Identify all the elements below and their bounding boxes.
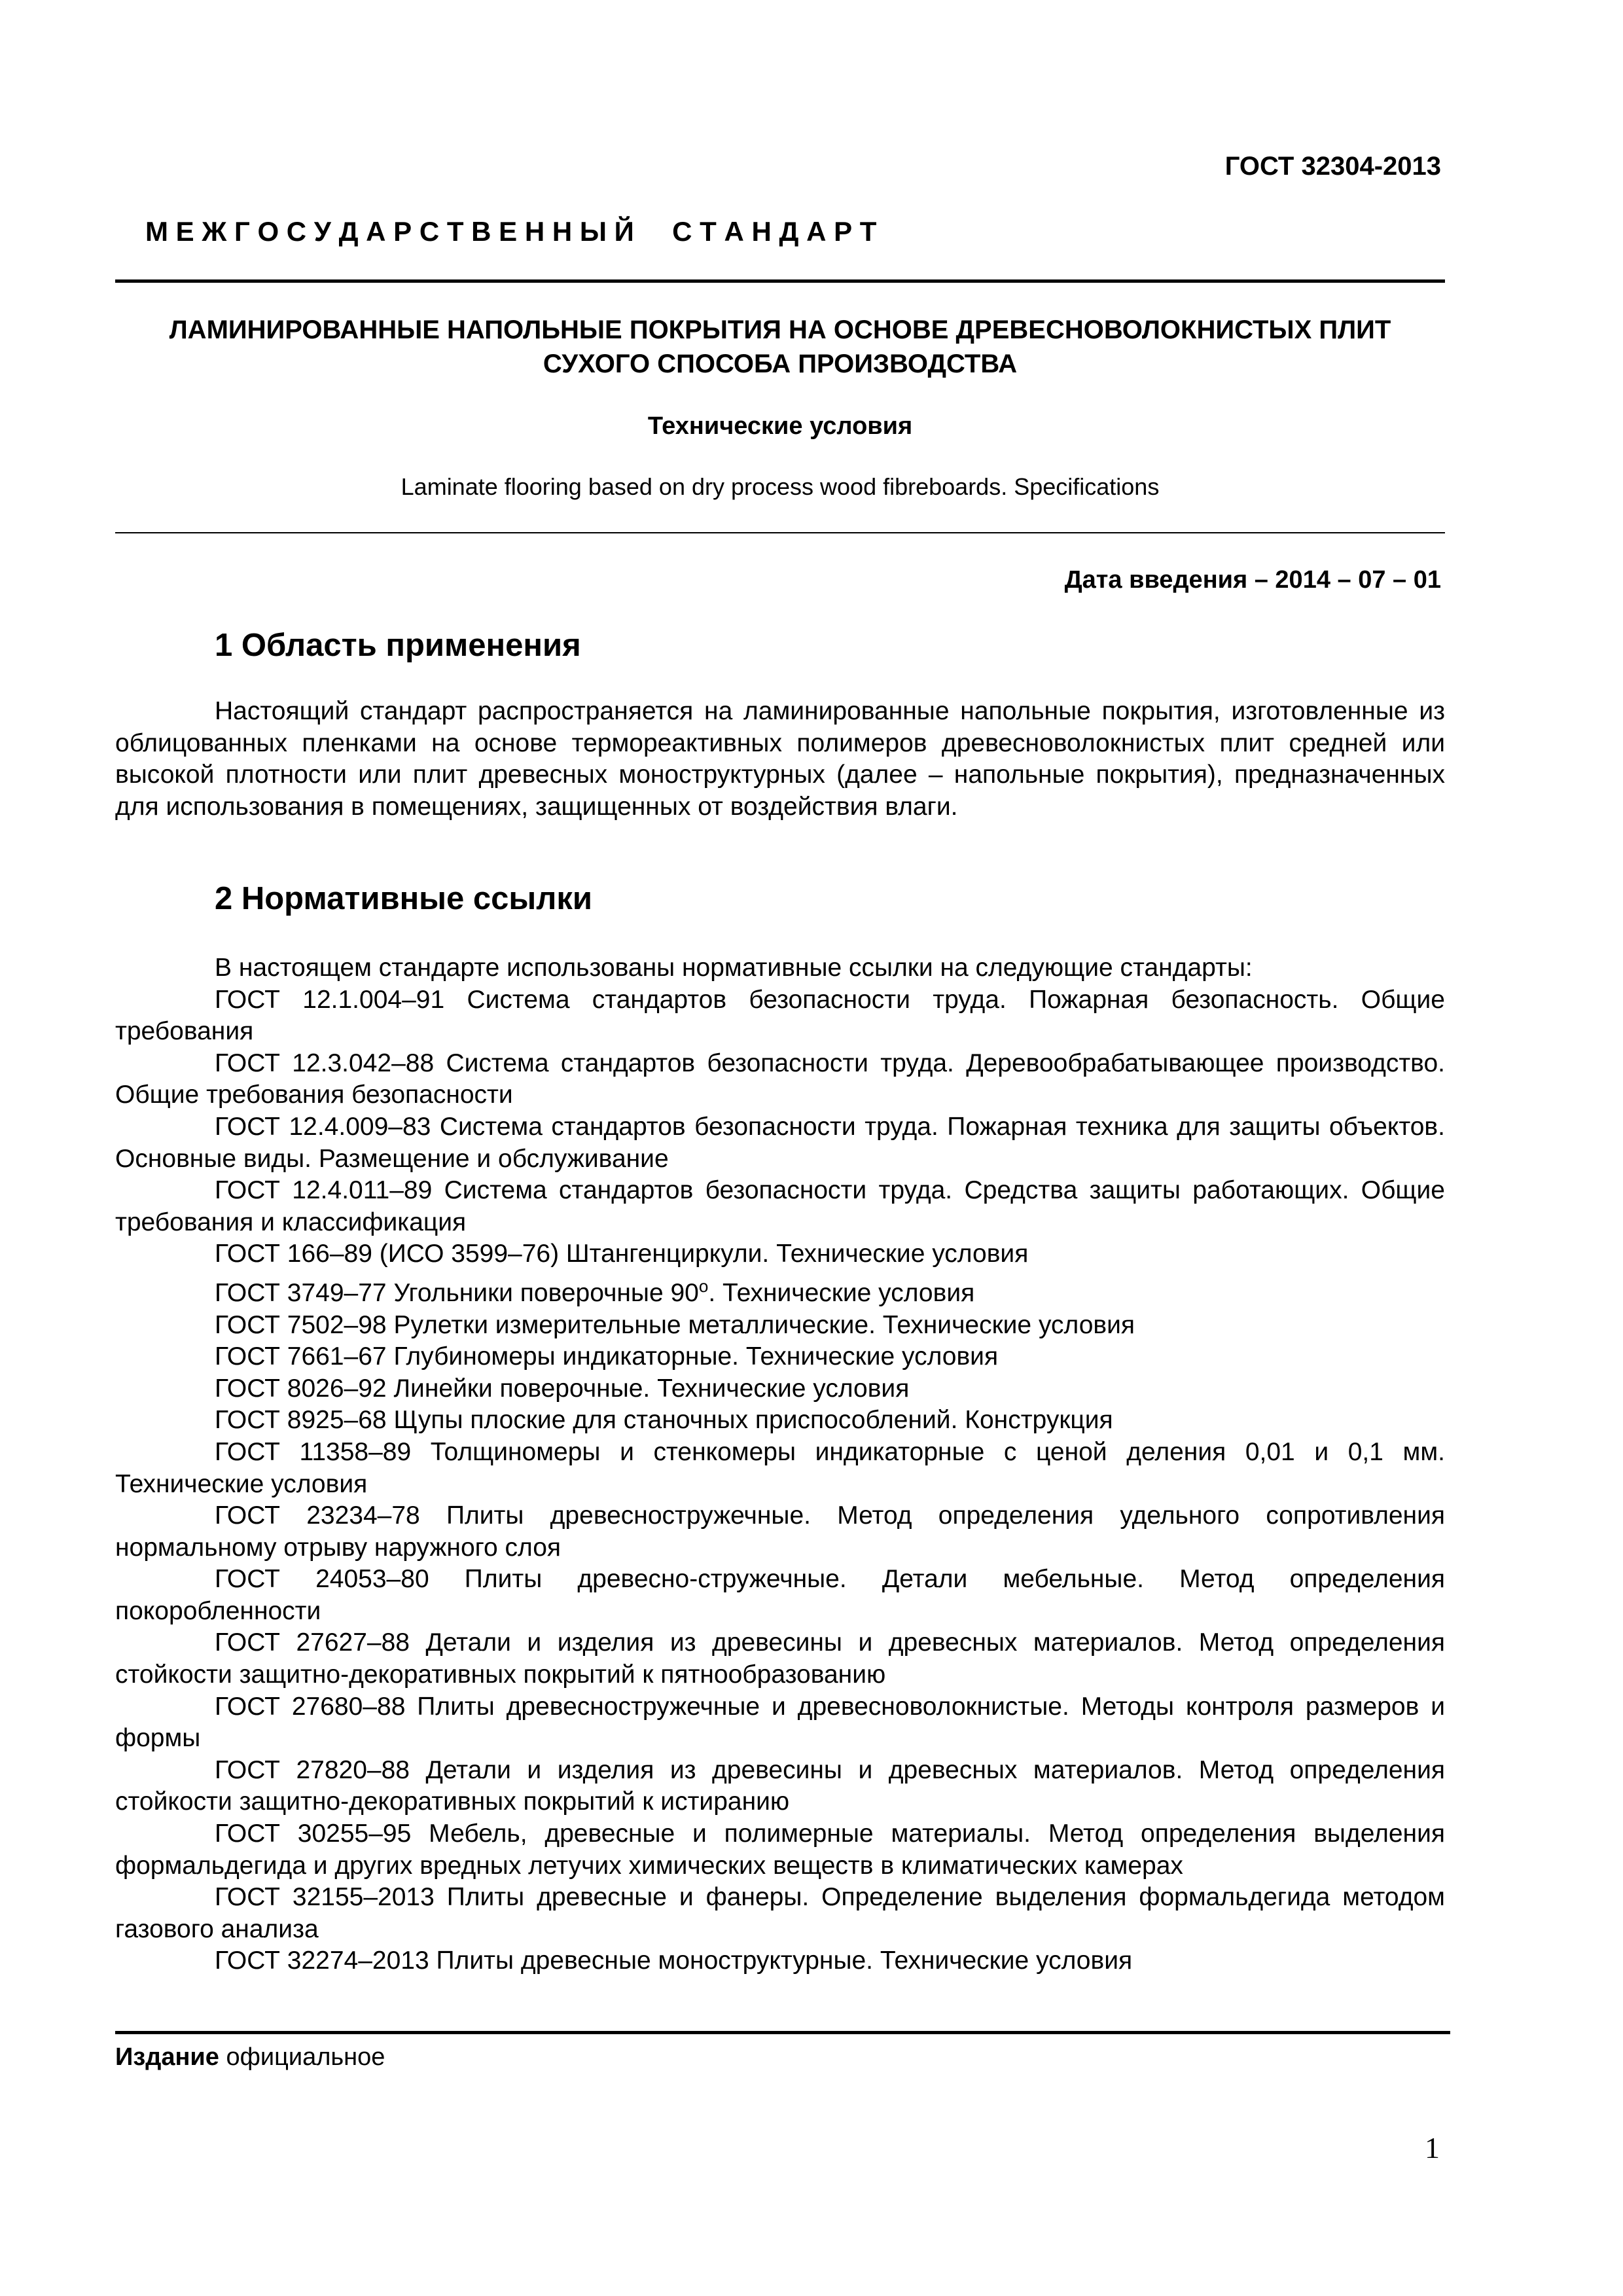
reference-item: ГОСТ 27820–88 Детали и изделия из древесины и древесных материалов. Метод определения стойкости защитно-декоративных покрытий к истиранию [115, 1755, 1445, 1816]
reference-item: ГОСТ 27680–88 Плиты древесностружечные и древесноволокнистые. Методы контроля размеров и формы [115, 1692, 1445, 1753]
reference-item: ГОСТ 7661–67 Глубиномеры индикаторные. Технические условия [215, 1342, 999, 1371]
reference-item: ГОСТ 12.4.011–89 Система стандартов безопасности труда. Средства защиты работающих. Общие требования и классификация [115, 1176, 1445, 1236]
degree-superscript: о [698, 1276, 709, 1296]
title-line-1: ЛАМИНИРОВАННЫЕ НАПОЛЬНЫЕ ПОКРЫТИЯ НА ОСНОВЕ ДРЕВЕСНОВОЛОКНИСТЫХ ПЛИТ [169, 315, 1391, 344]
edition-label: Издание [115, 2043, 219, 2071]
document-title [115, 313, 1445, 381]
reference-item: ГОСТ 12.4.009–83 Система стандартов безопасности труда. Пожарная техника для защиты объектов. Основные виды. Размещение и обслуживание [115, 1112, 1445, 1173]
english-title: Laminate flooring based on dry process wood fibreboards. Specifications [401, 473, 1160, 500]
reference-item: ГОСТ 7502–98 Рулетки измерительные металлические. Технические условия [215, 1310, 1135, 1339]
reference-item: ГОСТ 11358–89 Толщиномеры и стенкомеры индикаторные с ценой деления 0,01 и 0,1 мм. Технические условия [115, 1437, 1445, 1498]
normative-references [115, 952, 1445, 1977]
section-2-title: 2 Нормативные ссылки [215, 881, 592, 916]
interstate-standard-heading: М Е Ж Г О С У Д А Р С Т В Е Н Н Ы Й С Т А Н Д А Р Т [145, 216, 877, 247]
edition-note [115, 2043, 385, 2072]
section-1-title: 1 Область применения [215, 628, 581, 663]
reference-item: ГОСТ 12.1.004–91 Система стандартов безопасности труда. Пожарная безопасность. Общие требования [115, 985, 1445, 1046]
reference-item: ГОСТ 32155–2013 Плиты древесные и фанеры. Определение выделения формальдегида методом газового анализа [115, 1883, 1445, 1943]
reference-item [115, 1270, 1445, 1310]
header-rule [115, 279, 1445, 283]
document-subtitle: Технические условия [647, 412, 913, 440]
reference-text-tail: . Технические условия [708, 1278, 975, 1307]
title-rule [115, 532, 1445, 533]
standard-code: ГОСТ 32304-2013 [1224, 152, 1441, 181]
reference-item: ГОСТ 166–89 (ИСО 3599–76) Штангенциркули. Технические условия [215, 1240, 1029, 1268]
reference-item: ГОСТ 12.3.042–88 Система стандартов безопасности труда. Деревообрабатывающее производство. Общие требования безопасности [115, 1049, 1445, 1109]
reference-item: ГОСТ 24053–80 Плиты древесно-стружечные. Детали мебельные. Метод определения покоробленности [115, 1565, 1445, 1625]
edition-text: официальное [219, 2043, 385, 2071]
reference-item: ГОСТ 23234–78 Плиты древесностружечные. Метод определения удельного сопротивления нормальному отрыву наружного слоя [115, 1501, 1445, 1562]
reference-item: ГОСТ 8026–92 Линейки поверочные. Технические условия [215, 1374, 910, 1403]
reference-text: ГОСТ 3749–77 Угольники поверочные 90 [215, 1278, 699, 1307]
footer-rule [115, 2031, 1450, 2034]
reference-item: ГОСТ 30255–95 Мебель, древесные и полимерные материалы. Метод определения выделения формальдегида и других вредных летучих химических веществ в климатических камерах [115, 1820, 1445, 1880]
page-number: 1 [1425, 2131, 1440, 2164]
section-1-text: Настоящий стандарт распространяется на ламинированные напольные покрытия, изготовленные из облицованных пленками на основе термореактивных полимеров древесноволокнистых плит средней или высокой плотности или плит древесных моноструктурных (далее – напольные покрытия), предназначенных для использования в помещениях, защищенных от воздействия влаги. [115, 697, 1445, 821]
title-line-2: СУХОГО СПОСОБА ПРОИЗВОДСТВА [543, 350, 1018, 378]
references-intro: В настоящем стандарте использованы нормативные ссылки на следующие стандарты: [215, 954, 1253, 982]
reference-item: ГОСТ 32274–2013 Плиты древесные моноструктурные. Технические условия [215, 1946, 1133, 1975]
reference-item: ГОСТ 27627–88 Детали и изделия из древесины и древесных материалов. Метод определения стойкости защитно-декоративных покрытий к пятнообразованию [115, 1628, 1445, 1689]
reference-item: ГОСТ 8925–68 Щупы плоские для станочных приспособлений. Конструкция [215, 1406, 1113, 1435]
introduction-date: Дата введения – 2014 – 07 – 01 [1064, 566, 1441, 594]
